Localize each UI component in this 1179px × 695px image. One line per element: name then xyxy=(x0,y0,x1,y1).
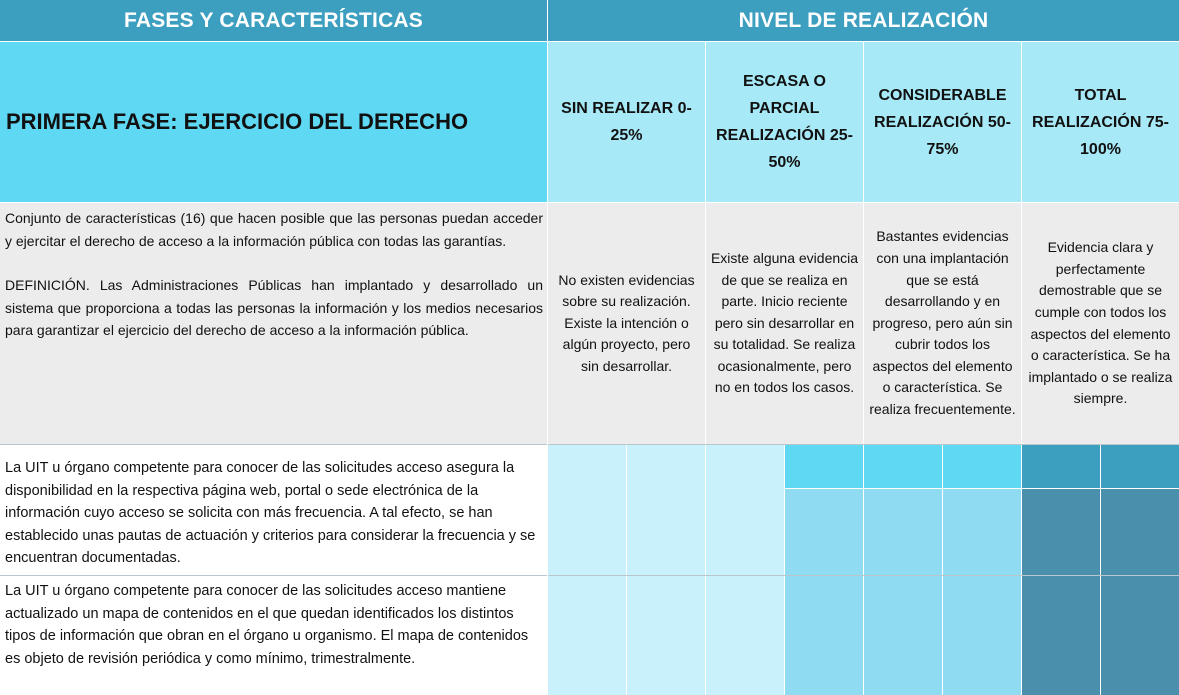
rating-cell[interactable] xyxy=(627,445,705,575)
rating-cell[interactable] xyxy=(627,576,705,695)
rating-cell[interactable] xyxy=(1022,445,1100,488)
grid-line xyxy=(0,444,1179,445)
header-phases: FASES Y CARACTERÍSTICAS xyxy=(0,0,547,41)
grid-line xyxy=(547,0,548,695)
header-level: NIVEL DE REALIZACIÓN xyxy=(548,0,1179,41)
level-partial: ESCASA O PARCIAL REALIZACIÓN 25-50% xyxy=(706,42,863,202)
grid-line xyxy=(1021,42,1022,444)
rating-cell[interactable] xyxy=(785,445,863,488)
rating-cell[interactable] xyxy=(548,445,626,575)
evidence-considerable: Bastantes evidencias con una implantación que se está desarrollando y en progreso, pero aún sin cubrir todos los aspectos del elemento o característica. Se realiza frecuentemente. xyxy=(864,203,1021,444)
evidence-total: Evidencia clara y perfectamente demostrable que se cumple con todos los aspectos del elemento o característica. Se ha implantado o se realiza siempre. xyxy=(1022,203,1179,444)
grid-line xyxy=(863,42,864,444)
rating-cell[interactable] xyxy=(1022,576,1100,695)
grid-line xyxy=(705,42,706,444)
rating-cell[interactable] xyxy=(943,489,1021,575)
level-none: SIN REALIZAR 0-25% xyxy=(548,42,705,202)
rating-cell[interactable] xyxy=(864,576,942,695)
rating-cell[interactable] xyxy=(706,445,784,575)
level-considerable: CONSIDERABLE REALIZACIÓN 50-75% xyxy=(864,42,1021,202)
characteristic-row: La UIT u órgano competente para conocer de las solicitudes acceso asegura la disponibilidad en la respectiva página web, portal o sede electrónica de la información cuyo acceso se solicita con más frecuencia. A tal efecto, se han establecido unas pautas de actuación y criterios para considerar la frecuencia y se encuentran documentadas. xyxy=(0,445,547,575)
evidence-partial: Existe alguna evidencia de que se realiza en parte. Inicio reciente pero sin desarrollar en su totalidad. Se realiza ocasionalmente, pero no en todos los casos. xyxy=(706,203,863,444)
grid-line xyxy=(0,575,1179,576)
evidence-none: No existen evidencias sobre su realización. Existe la intención o algún proyecto, pero sin desarrollar. xyxy=(548,203,705,444)
phase-description xyxy=(0,203,547,444)
grid-line xyxy=(0,41,1179,42)
level-total: TOTAL REALIZACIÓN 75-100% xyxy=(1022,42,1179,202)
rating-cell[interactable] xyxy=(785,576,863,695)
rating-cell[interactable] xyxy=(1101,576,1179,695)
rating-cell[interactable] xyxy=(1101,445,1179,488)
characteristic-row: La UIT u órgano competente para conocer de las solicitudes acceso mantiene actualizado un mapa de contenidos en el que quedan identificados los distintos tipos de información que obran en el órgano u organismo. El mapa de contenidos es objeto de revisión periódica y como mínimo, trimestralmente. xyxy=(0,576,547,695)
grid-line xyxy=(0,202,1179,203)
rating-cell[interactable] xyxy=(943,445,1021,488)
phase-title: PRIMERA FASE: EJERCICIO DEL DERECHO xyxy=(0,42,547,202)
definition-paragraph: DEFINICIÓN. Las Administraciones Públicas han implantado y desarrollado un sistema que proporciona a todas las personas la información y los medios necesarios para garantizar el ejercicio del derecho de acceso a la información pública. xyxy=(5,277,543,338)
rating-cell[interactable] xyxy=(706,576,784,695)
rating-cell[interactable] xyxy=(864,445,942,488)
rating-cell[interactable] xyxy=(1101,489,1179,575)
rating-cell[interactable] xyxy=(1022,489,1100,575)
rating-cell[interactable] xyxy=(864,489,942,575)
rating-cell[interactable] xyxy=(785,489,863,575)
rating-cell[interactable] xyxy=(548,576,626,695)
description-paragraph: Conjunto de características (16) que hacen posible que las personas puedan acceder y ejercitar el derecho de acceso a la información pública con todas las garantías. xyxy=(5,210,543,249)
rating-cell[interactable] xyxy=(943,576,1021,695)
